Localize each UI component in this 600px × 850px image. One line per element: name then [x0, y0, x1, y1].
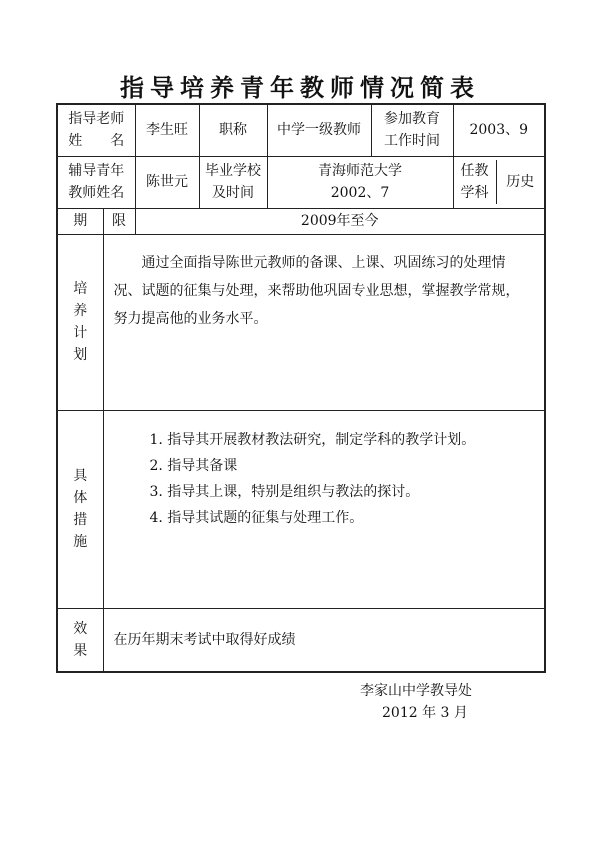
- subject-value: 历史: [506, 174, 535, 190]
- measure-item: 3. 指导其上课，特别是组织与教法的探讨。: [149, 483, 420, 500]
- subject-inner: [454, 160, 545, 204]
- title-value: 中学一级教师: [267, 104, 371, 156]
- title-label: 职称: [199, 104, 267, 156]
- measures-content: [103, 410, 545, 608]
- plan-content: [103, 234, 545, 410]
- mentor-name-value: 李生旺: [135, 104, 199, 156]
- effect-row: [57, 608, 545, 672]
- measure-item: 4. 指导其试题的征集与处理工作。: [149, 509, 364, 526]
- measures-row: [57, 410, 545, 608]
- mentor-name-label: 指导老师 姓 名: [57, 104, 135, 156]
- work-start-value: 2003、9: [453, 104, 545, 156]
- period-value: 2009年至今: [135, 208, 545, 234]
- work-start-label: 参加教育 工作时间: [371, 104, 453, 156]
- measures-label: 具 体 措 施: [57, 410, 103, 608]
- measure-item: 2. 指导其备课: [149, 457, 238, 474]
- issue-date: 2012 年 3 月: [382, 705, 468, 721]
- period-label-1: 期: [57, 208, 103, 234]
- mentee-row: [57, 156, 545, 208]
- footer: [360, 680, 560, 724]
- teacher-mentoring-form: [56, 103, 546, 673]
- effect-text: 在历年期末考试中取得好成绩: [103, 608, 545, 672]
- mentee-name-label: 辅导青年 教师姓名: [57, 156, 135, 208]
- issuing-office: 李家山中学教导处: [360, 683, 472, 699]
- period-row: [57, 208, 545, 234]
- subject-cell: [453, 156, 545, 208]
- mentor-row: [57, 104, 545, 156]
- period-label-2: 限: [103, 208, 135, 234]
- measure-item: 1. 指导其开展教材教法研究，制定学科的教学计划。: [149, 431, 476, 448]
- effect-label: 效 果: [57, 608, 103, 672]
- plan-row: [57, 234, 545, 410]
- mentee-name-value: 陈世元: [135, 156, 199, 208]
- plan-label: 培 养 计 划: [57, 234, 103, 410]
- form-title: 指导培养青年教师情况简表: [120, 74, 480, 102]
- graduation-value: 青海师范大学 2002、7: [267, 156, 453, 208]
- plan-text: 通过全面指导陈世元教师的备课、上课、巩固练习的处理情况、试题的征集与处理，来帮助他巩固专业思想，掌握教学常规，努力提高他的业务水平。: [113, 254, 520, 327]
- graduation-label: 毕业学校 及时间: [199, 156, 267, 208]
- subject-label: 任教 学科: [454, 160, 497, 204]
